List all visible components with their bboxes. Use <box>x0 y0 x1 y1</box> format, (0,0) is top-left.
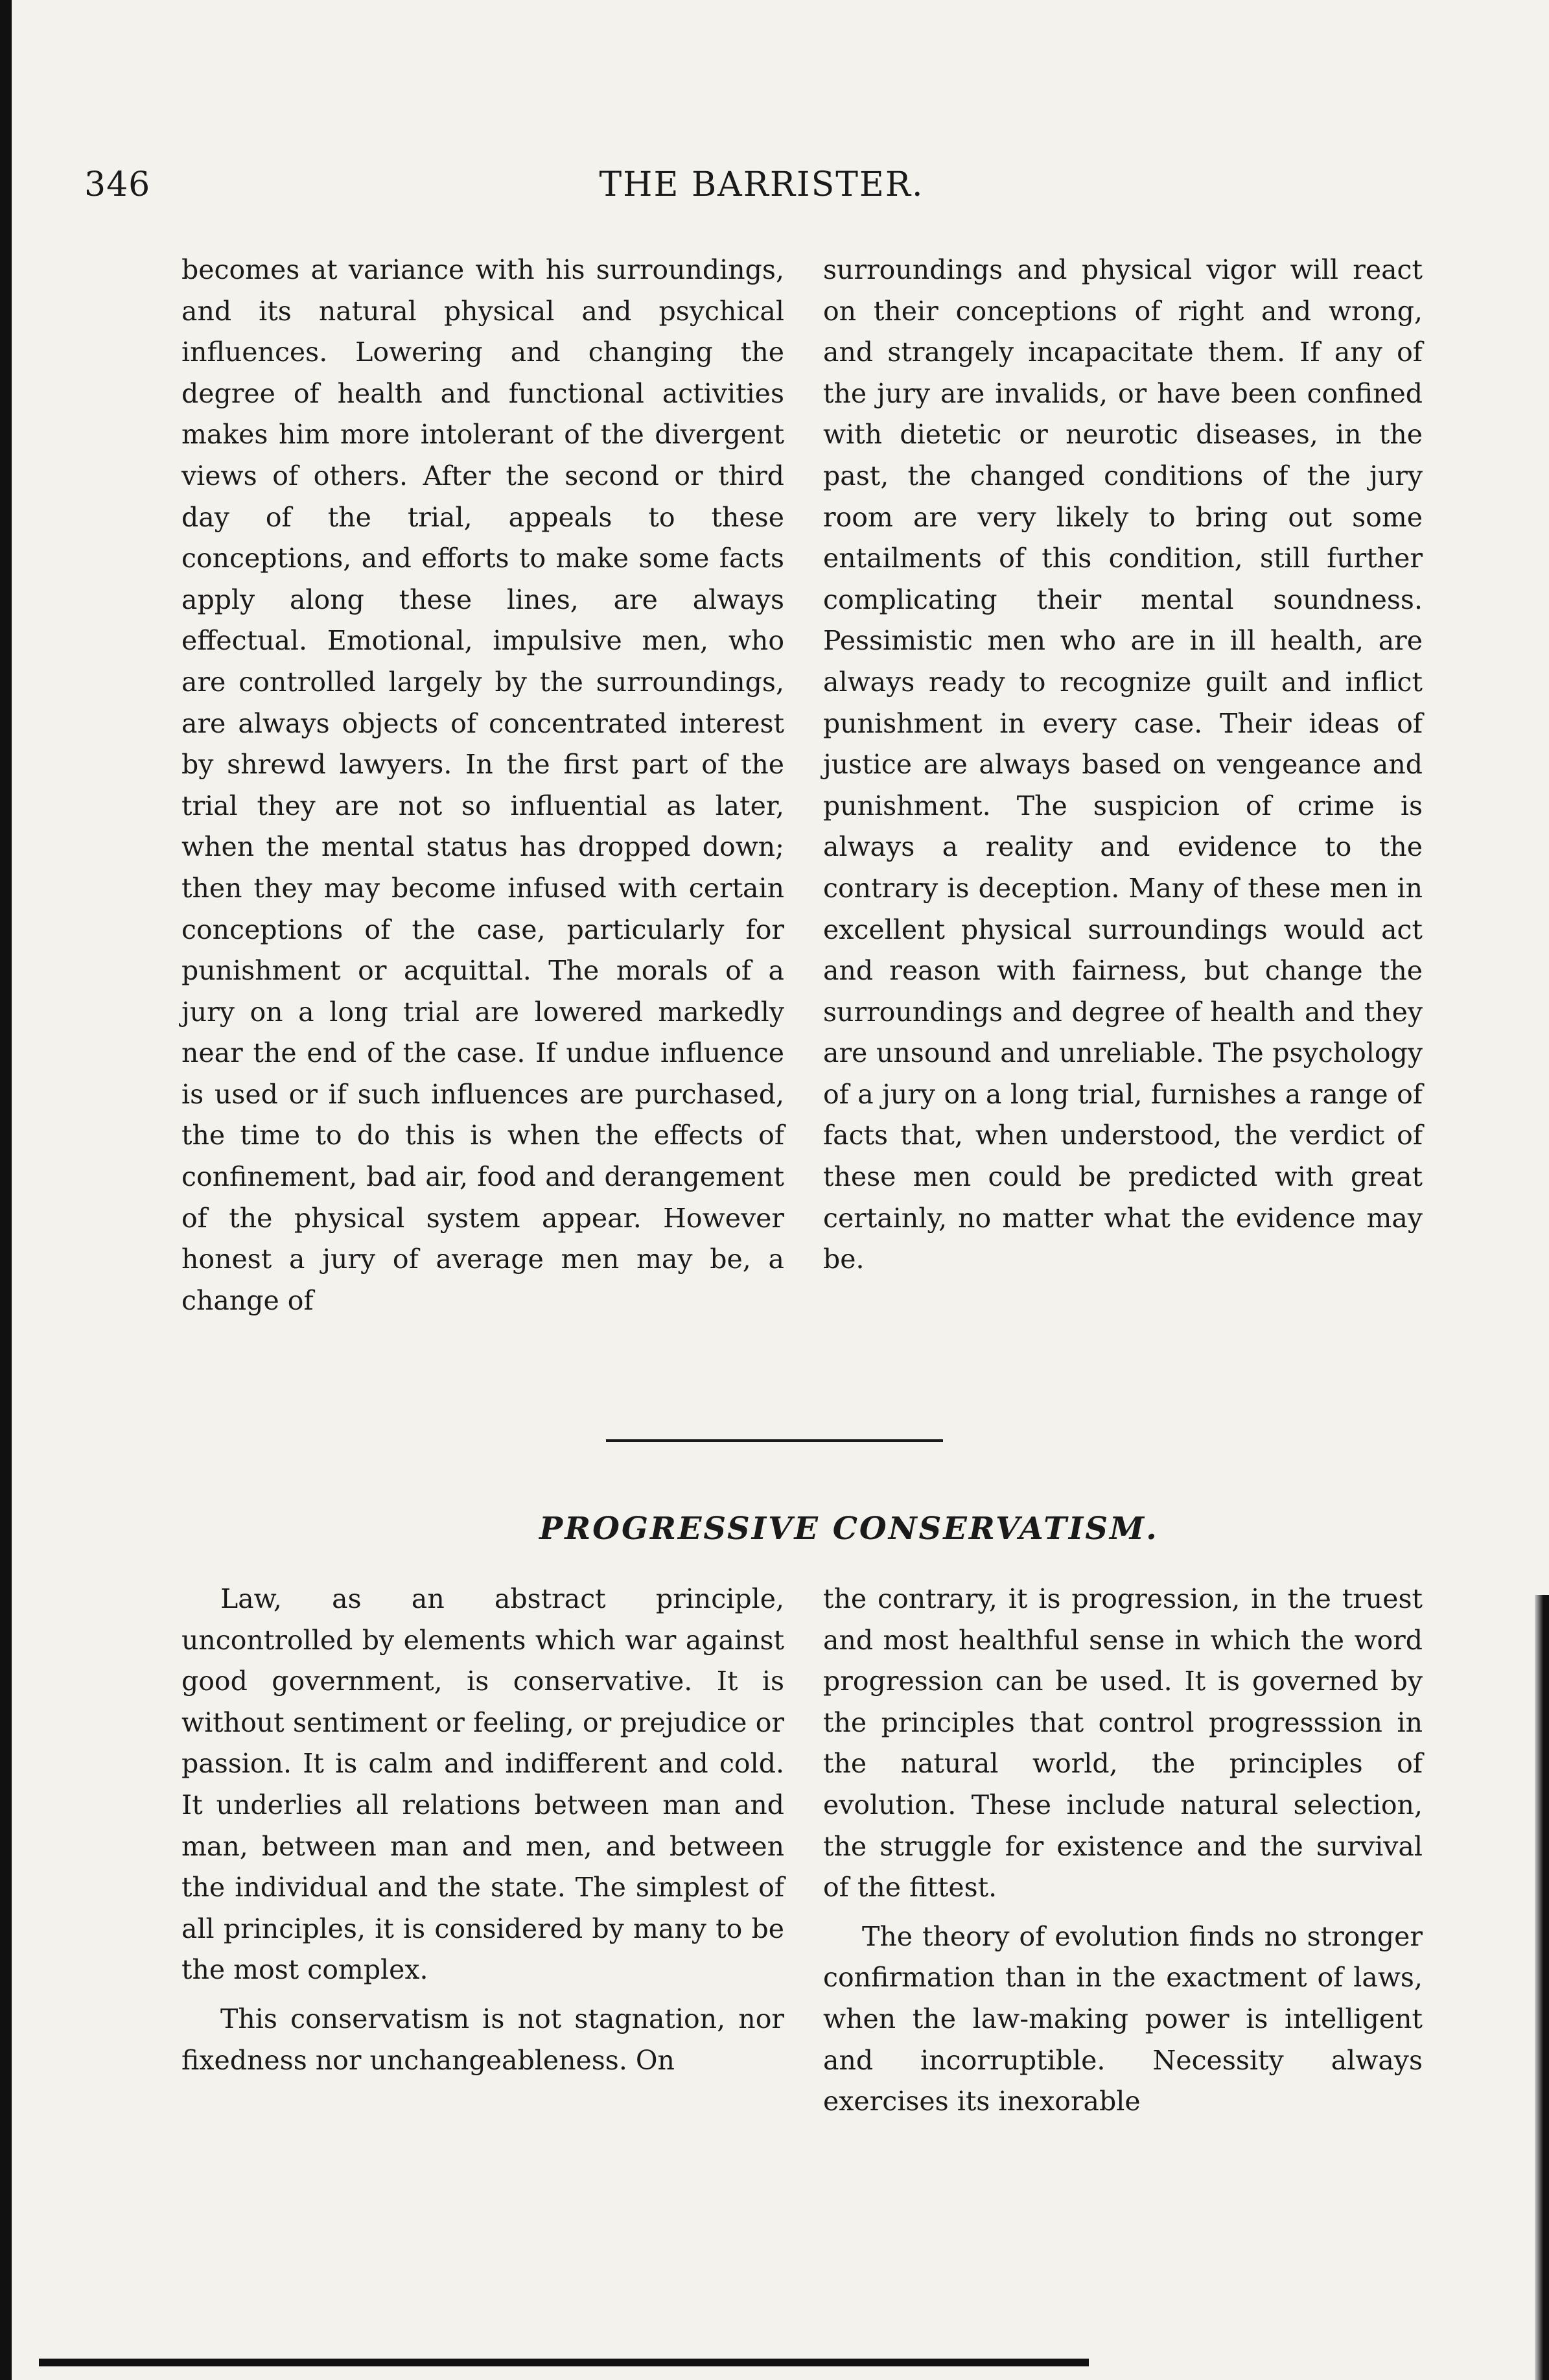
section-divider <box>606 1439 943 1442</box>
article-one-right-column <box>823 250 1423 1280</box>
body-paragraph: the contrary, it is progression, in the truest and most healthful sense in which the word progression can be used. It is governed by the principles that control progresssion in the natural world, the principles of evolution. These include natural selection, the struggle for existence and the survival of the fittest. <box>823 1583 1423 1903</box>
section-heading: PROGRESSIVE CONSERVATISM. <box>539 1511 1159 1547</box>
page-number: 346 <box>84 165 151 204</box>
scan-border-bottom <box>39 2359 1089 2366</box>
running-title: THE BARRISTER. <box>599 165 924 204</box>
body-paragraph: becomes at variance with his surroundings, and its natural physical and psychical influences. Lowering and changing the degree of health and functional activities makes him more intolerant of the divergent views of others. After the second or third day of the trial, appeals to these conceptions, and efforts to make some facts apply along these lines, are always effectual. Emotional, impulsive men, who are controlled largely by the surroundings, are always objects of concentrated interest by shrewd lawyers. In the first part of the trial they are not so influential as later, when the mental status has dropped down; then they may become infused with certain conceptions of the case, particularly for punishment or acquittal. The morals of a jury on a long trial are lowered markedly near the end of the case. If undue influence is used or if such influences are purchased, the time to do this is when the effects of confinement, bad air, food and derangement of the physical system appear. However honest a jury of average men may be, a change of <box>181 254 784 1316</box>
page-header <box>84 165 1439 217</box>
scan-border-left <box>0 0 12 2380</box>
article-two-left-column <box>181 1579 784 2081</box>
body-paragraph: The theory of evolution finds no stronger confirmation than in the exactment of laws, when the law-making power is intelligent and incorruptible. Necessity always exercises its inexorable <box>823 1920 1423 2117</box>
body-paragraph: surroundings and physical vigor will react on their conceptions of right and wrong, and strangely incapacitate them. If any of the jury are invalids, or have been confined with dietetic or neurotic diseases, in the past, the changed conditions of the jury room are very likely to bring out some entailments of this condition, still further complicating their mental soundness. Pessimistic men who are in ill health, are always ready to recognize guilt and inflict punishment in every case. Their ideas of justice are always based on vengeance and punishment. The suspicion of crime is always a reality and evidence to the contrary is deception. Many of these men in excellent physical surroundings would act and reason with fairness, but change the surroundings and degree of health and they are unsound and unreliable. The psychology of a jury on a long trial, furnishes a range of facts that, when understood, the verdict of these men could be predicted with great certainly, no matter what the evidence may be. <box>823 254 1423 1275</box>
scan-border-right <box>1535 1595 1549 2380</box>
article-one-left-column <box>181 250 784 1321</box>
body-paragraph: This conservatism is not stagnation, nor fixedness nor unchangeableness. On <box>181 2003 784 2076</box>
body-paragraph: Law, as an abstract principle, uncontrolled by elements which war against good government, is conservative. It is without sentiment or feeling, or prejudice or passion. It is calm and indifferent and cold. It underlies all relations between man and man, between man and men, and between the individual and the state. The simplest of all principles, it is considered by many to be the most complex. <box>181 1583 784 1986</box>
article-two-right-column <box>823 1579 1423 2123</box>
